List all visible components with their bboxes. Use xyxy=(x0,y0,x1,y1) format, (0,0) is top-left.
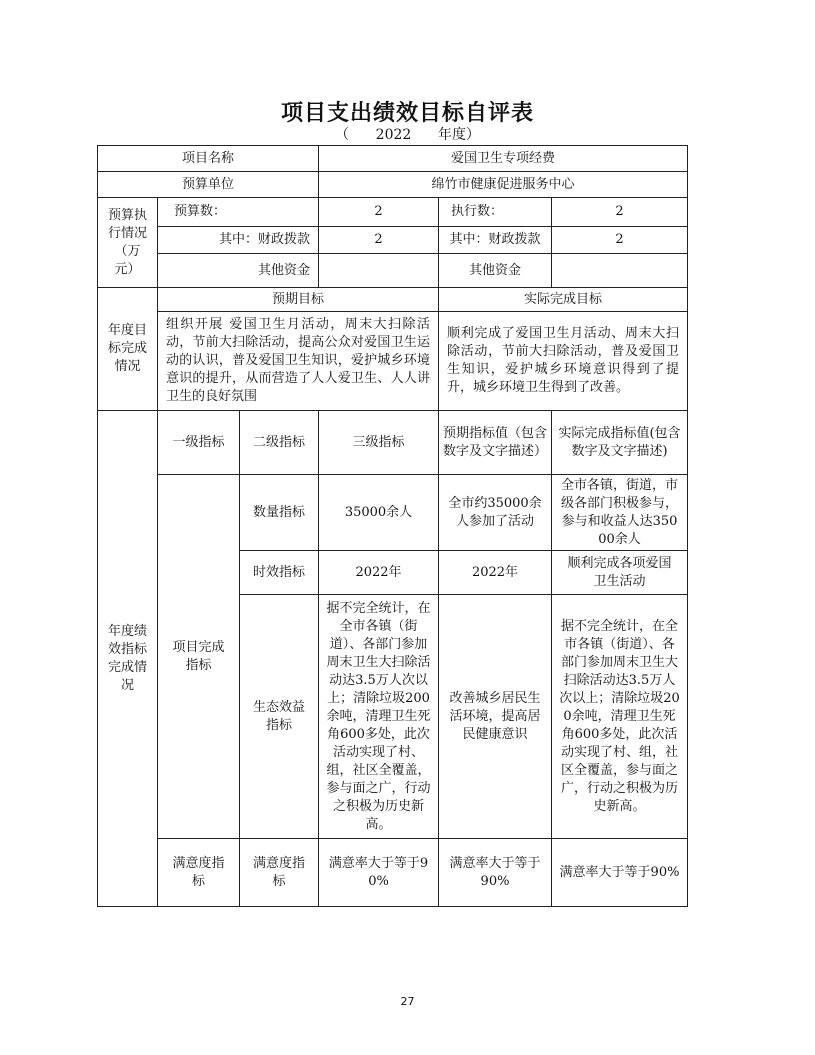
indicator-section-label: 年度绩效指标完成情况 xyxy=(98,411,158,907)
budget-unit-label: 预算单位 xyxy=(98,172,319,198)
other-exec-label: 其他资金 xyxy=(439,254,552,288)
project-name-value: 爱国卫生专项经费 xyxy=(319,146,688,172)
satisfaction-level1: 满意度指标 xyxy=(158,839,240,907)
other-funds-row xyxy=(98,254,688,288)
header-expected: 预期指标值（包含数字及文字描述） xyxy=(439,411,552,475)
quantity-expected: 全市约35000余人参加了活动 xyxy=(439,475,552,551)
actual-goal-header: 实际完成目标 xyxy=(439,288,688,312)
timeliness-actual: 顺利完成各项爱国卫生活动 xyxy=(552,551,688,595)
quantity-row xyxy=(98,475,688,551)
document-subtitle: （ 2022 年度） xyxy=(334,127,481,143)
evaluation-table xyxy=(97,145,688,907)
actual-goal-text: 顺利完成了爱国卫生月活动、周末大扫除活动，节前大扫除活动，普及爱国卫生知识，爱护城乡环境意识得到了提升，城乡环境卫生得到了改善。 xyxy=(439,312,688,411)
other-budget-value xyxy=(319,254,439,288)
expected-goal-header: 预期目标 xyxy=(158,288,439,312)
fiscal-budget-label: 其中：财政拨款 xyxy=(158,227,319,254)
ecological-expected: 改善城乡居民生活环境，提高居民健康意识 xyxy=(439,595,552,839)
fiscal-exec-label: 其中：财政拨款 xyxy=(439,227,552,254)
annual-goal-label: 年度目标完成情况 xyxy=(98,288,158,411)
indicator-header-row xyxy=(98,411,688,475)
project-name-row xyxy=(98,146,688,172)
ecological-actual: 据不完全统计，在全市各镇（街道）、各部门参加周末卫生大扫除活动达3.5万人次以上；清除垃圾200余吨，清理卫生死角600多处，此次活动实现了村、组，社区全覆盖，参与面之广，行动之积极为历史新高。 xyxy=(552,595,688,839)
execution-amount-value: 2 xyxy=(552,198,688,227)
quantity-label: 数量指标 xyxy=(240,475,319,551)
header-level1: 一级指标 xyxy=(158,411,240,475)
satisfaction-expected: 满意率大于等于90% xyxy=(439,839,552,907)
fiscal-budget-value: 2 xyxy=(319,227,439,254)
header-level2: 二级指标 xyxy=(240,411,319,475)
project-name-label: 项目名称 xyxy=(98,146,319,172)
document-title: 项目支出绩效目标自评表 xyxy=(280,100,534,126)
header-actual: 实际完成指标值(包含数字及文字描述) xyxy=(552,411,688,475)
header-level3: 三级指标 xyxy=(319,411,439,475)
budget-unit-value: 绵竹市健康促进服务中心 xyxy=(319,172,688,198)
budget-unit-row xyxy=(98,172,688,198)
budget-amount-row xyxy=(98,198,688,227)
timeliness-level3: 2022年 xyxy=(319,551,439,595)
budget-amount-label: 预算数： xyxy=(158,198,319,227)
satisfaction-level2: 满意度指标 xyxy=(240,839,319,907)
fiscal-row xyxy=(98,227,688,254)
other-exec-value xyxy=(552,254,688,288)
ecological-level3: 据不完全统计，在全市各镇（街道）、各部门参加周末卫生大扫除活动达3.5万人次以上；清除垃圾200余吨，清理卫生死角600多处，此次活动实现了村、组，社区全覆盖，参与面之广，行动之积极为历史新高。 xyxy=(319,595,439,839)
goal-text-row xyxy=(98,312,688,411)
satisfaction-level3: 满意率大于等于90% xyxy=(319,839,439,907)
goal-header-row xyxy=(98,288,688,312)
expected-goal-text: 组织开展 爱国卫生月活动，周末大扫除活动，节前大扫除活动，提高公众对爱国卫生运动的认识，普及爱国卫生知识，爱护城乡环境意识的提升，从而营造了人人爱卫生、人人讲卫生的良好氛围 xyxy=(158,312,439,411)
project-completion-label: 项目完成指标 xyxy=(158,475,240,839)
fiscal-exec-value: 2 xyxy=(552,227,688,254)
other-budget-label: 其他资金 xyxy=(158,254,319,288)
satisfaction-row xyxy=(98,839,688,907)
ecological-label: 生态效益指标 xyxy=(240,595,319,839)
timeliness-expected: 2022年 xyxy=(439,551,552,595)
budget-execution-label: 预算执行情况（万元） xyxy=(98,198,158,288)
satisfaction-actual: 满意率大于等于90% xyxy=(552,839,688,907)
budget-amount-value: 2 xyxy=(319,198,439,227)
execution-amount-label: 执行数： xyxy=(439,198,552,227)
timeliness-label: 时效指标 xyxy=(240,551,319,595)
quantity-actual: 全市各镇，街道，市级各部门积极参与，参与和收益人达35000余人 xyxy=(552,475,688,551)
quantity-level3: 35000余人 xyxy=(319,475,439,551)
page-number: 27 xyxy=(400,995,415,1008)
